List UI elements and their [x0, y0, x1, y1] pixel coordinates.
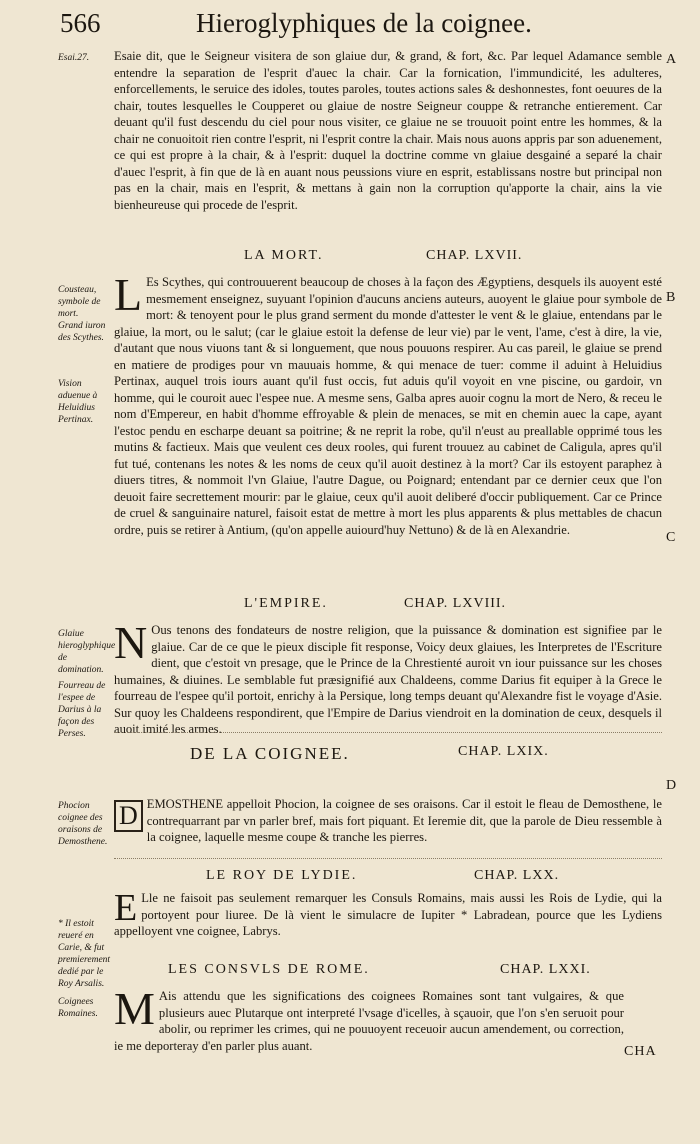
chapter-body: Ais attendu que les significations des coignees Romaines sont tant vulgaires, & que plusieurs auec Plutarque ont interpreté l'vsage d'icelles, à sçauoir, que l'on s'en seruoit pour abolir, ou reprimer les crimes, qui ne pouuoyent receuoir aucun amendement, ou correction, ie me deporteray d'en parler plus auant.: [114, 989, 624, 1053]
margin-note: Esai.27.: [58, 53, 90, 63]
chapter-body: Ous tenons des fondateurs de nostre religion, que la puissance & domination est signifiee par le glaiue. Car de ce que le pieux disciple fit response, Voicy deux glaiues, les Interpretes de l'Escriture dient, que c'estoit vn presage, que le Prince de la Chrestienté auroit vn iour puissance sur les choses humaines, & diuines. Le semblable fut præsignifié aux Chaldeens, comme Darius fit equiper à la Grece le fourreau de l'espee qu'il portoit, enrichy à la Persique, long temps deuant qu'Alexandre fist le voyage d'Asie. Sur quoy les Chaldeens respondirent, que l'Empire de Darius viendroit en la domination de ceux, desquels il auoit imité les armes.: [114, 623, 662, 736]
drop-cap: D: [114, 800, 143, 832]
drop-cap: N: [114, 617, 148, 668]
chapter-text: [114, 887, 662, 950]
intro-paragraph: Esaie dit, que le Seigneur visitera de son glaiue dur, & grand, & fort, &c. Par lequel Adamance semble entendre la separation de l'esprit d'auec la chair. Car la fornication, l'immundicité, les adulteres, enforcellements, le seruice des idoles, toutes paroles, toutes actions sales & deshonnestes, font oeuures de la chair, toutes lesquelles le Coupperet ou glaiue de nostre Seigneur couppe & retranche entierement. Car deuant qu'il fust descendu du ciel pour nous visiter, ce glaiue ne se trouuoit point entre les hommes, & la chair ne conuoitoit rien contre l'esprit, ni l'esprit contre la chair. Mais nous auons appris par son aduenement, ce qui est propre à la chair, & à l'esprit: duquel la doctrine comme vn glaiue desgainé a separé la chair d'auec l'esprit, à fin que de là en auant nous peussions viure en esprit, establissans nostre but principal non pas en la chair, mais en l'esprit, & mettans à gain non la corruption qu'apporte la chair, ains la vie bienheureuse qui procede de l'esprit.: [114, 49, 663, 212]
margin-note: * Il estoit reueré en Carie, & fut premierement dedié par le Roy Arsalis.: [58, 919, 111, 989]
section-heading: [0, 596, 700, 618]
section-title: DE LA COIGNEE.: [190, 744, 350, 763]
chapter-body: EMOSTHENE appelloit Phocion, la coignee de ses oraisons. Car il estoit le fleau de Demosthene, le contrequarrant par vn parler bref, mais fort piquant. Et Ieremie dit, que la parole de Dieu ressemble à la coignee, laquelle mesme coupe & tranche les pierres.: [146, 797, 662, 844]
drop-cap: M: [114, 983, 155, 1034]
chapter-number: CHAP. LXVII.: [426, 248, 523, 263]
chapter-number: CHAP. LXIX.: [458, 744, 549, 759]
chapter-text: [114, 617, 662, 736]
margin-note: Grand iuron des Scythes.: [58, 321, 106, 343]
section-title: LES CONSVLS DE ROME.: [168, 962, 370, 977]
margin-letter-b: B: [666, 290, 676, 305]
section-heading: [0, 744, 700, 766]
divider: [114, 858, 662, 859]
chapter-body: Lle ne faisoit pas seulement remarquer les Consuls Romains, mais aussi les Rois de Lydie, qui la portoyent pour liuree. De là vient le simulacre de Iupiter * Labradean, pource que les Lydiens appelloyent vne coignee, Labrys.: [114, 891, 662, 938]
drop-cap: L: [114, 269, 143, 320]
chapter-number: CHAP. LXXI.: [500, 962, 591, 977]
margin-note: Cousteau, symbole de mort.: [58, 285, 101, 319]
section-title: LA MORT.: [244, 248, 324, 263]
margin-note: Fourreau de l'espee de Darius à la façon des Perses.: [58, 681, 106, 739]
margin-note: Glaiue hieroglyphique de domination.: [58, 629, 116, 675]
section-title: L'EMPIRE.: [244, 596, 328, 611]
drop-cap: E: [114, 887, 138, 929]
page-number: 566: [60, 8, 101, 38]
divider: [114, 732, 662, 733]
chapter-text: [114, 269, 662, 584]
chapter-text: [114, 796, 662, 850]
margin-note: Phocion coignee des oraisons de Demosthene.: [58, 801, 108, 847]
chapter-number: CHAP. LXVIII.: [404, 596, 507, 611]
running-title: Hieroglyphiques de la coignee.: [196, 8, 532, 38]
chapter-body: Es Scythes, qui controuuerent beaucoup de choses à la façon des Ægyptiens, desquels ils auoyent esté mesmement enseignez, suyuant l'opinion d'aucuns anciens auteurs, auoyent le glaiue pour symbole de mort: & tenoyent pour le plus grand serment du monde d'attester le vent & le glaiue, entendans par le glaiue, la mort, ou le salut; (car le glaiue estoit la defense de leur vie) par le vent, l'ame, c'est à dire, la vie, d'autant que nous viuons tant & si longuement, que nous pouuons respirer. Au cas pareil, le glaiue se prend en matiere de prodiges pour vn mauuais homme, & qui menace de tuer: comme il aduint à Heluidius Pertinax, auquel trois iours auant qu'il fust occis, fut aduis qu'il voyoit en vne piscine, ou gardoir, vn homme, qui le couroit auec l'espee nue. A mesme sens, Galba apres auoir cognu la mort de Nero, & receu le nom d'Empereur, en habit d'homme effroyable & plein de menaces, se mit en chemin auec la cape, ayant l'estoc pendu en escharpe deuant sa poitrine; & ne reprit la robe, qu'il n'eust au preallable opprimé tous les mutins & factieux. Mais que veulent ces deux rooles, qui furent trouuez au cabinet de Caligula, apres qu'il fut tué, contenans les notes & les noms de ceux qu'il auoit destinez à la mort? Car ils estoyent paraphez à diuers titres, & nommoit l'vn Glaiue, l'autre Dague, ou Poignard; entendant par ce dernier ceux que l'on deuoit faire secrettement mourir: par le glaiue, ceux qu'il auoit deliberé d'occir publiquement. Car ce Prince de cruel & sanguinaire naturel, faisoit estat de mettre à mort les plus apparents & plus mettables de chacun ordre, puis se retirer à Antium, (qu'on appelle auiourd'huy Nettuno) & de là en Alexandrie.: [114, 275, 662, 537]
section-heading: [0, 248, 700, 270]
section-title: LE ROY DE LYDIE.: [206, 868, 358, 883]
margin-letter-a: A: [666, 52, 677, 67]
margin-note: Coignees Romaines.: [58, 997, 98, 1019]
margin-letter-d: D: [666, 778, 677, 793]
catchword: CHA: [624, 1044, 657, 1059]
margin-letter-c: C: [666, 530, 676, 545]
chapter-number: CHAP. LXX.: [474, 868, 560, 883]
section-heading: [0, 868, 700, 890]
margin-note: Vision aduenue à Heluidius Pertinax.: [58, 379, 98, 425]
chapter-text: [114, 983, 624, 1060]
section-heading: [0, 962, 700, 984]
